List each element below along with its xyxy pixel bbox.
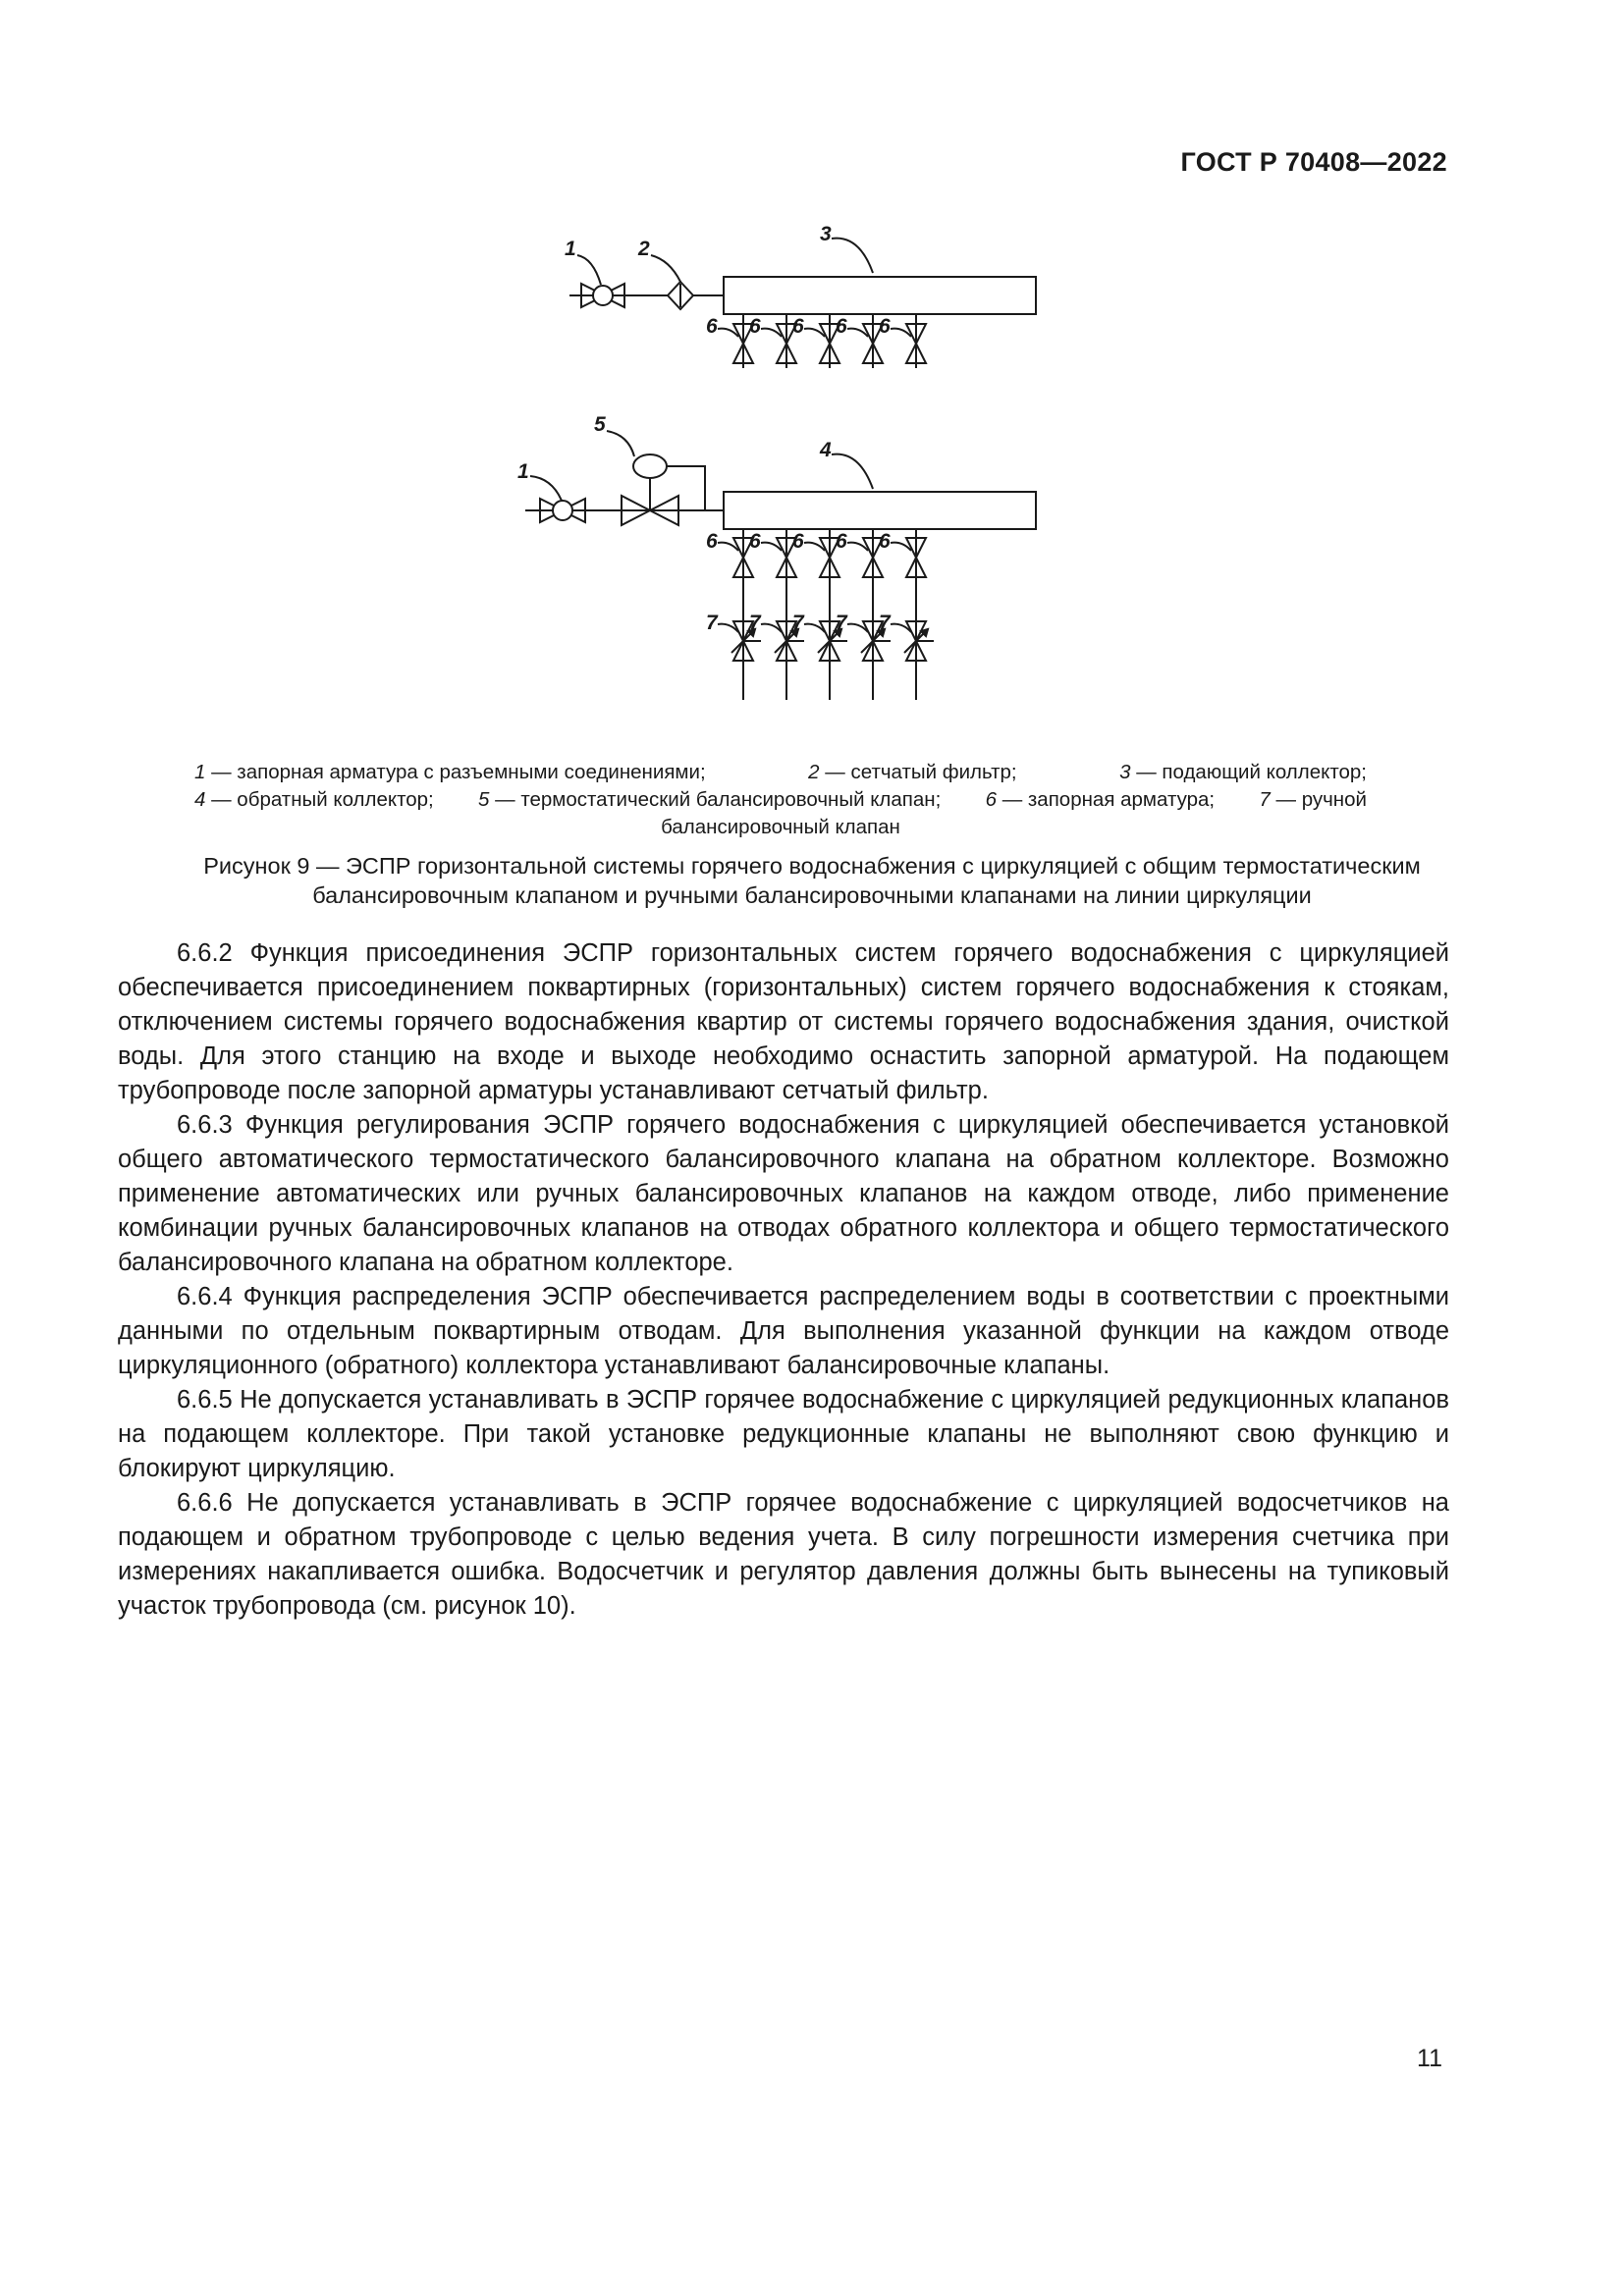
legend-num-5: 5 bbox=[478, 788, 490, 811]
legend-text-6: — запорная арматура; bbox=[1001, 788, 1216, 811]
figure-caption bbox=[118, 851, 1506, 910]
legend-line-1 bbox=[194, 759, 1367, 786]
label-6-top: 6 bbox=[706, 315, 718, 338]
legend-item-7 bbox=[1259, 786, 1367, 814]
label-6-top: 6 bbox=[879, 315, 891, 338]
legend-text-4: — обратный коллектор; bbox=[211, 788, 434, 811]
legend-num-1: 1 bbox=[194, 761, 206, 783]
leader-1-bottom bbox=[530, 476, 562, 501]
label-4: 4 bbox=[820, 439, 832, 461]
label-2: 2 bbox=[638, 238, 650, 260]
legend-item-1 bbox=[194, 759, 706, 786]
label-7: 7 bbox=[879, 612, 891, 634]
legend-item-4 bbox=[194, 786, 434, 814]
paragraph-6-6-4: 6.6.4 Функция распределения ЭСПР обеспечивается распределением воды в соответствии с проектными данными по отдельным поквартирным отводам. Для выполнения указанной функции на каждом отводе циркуляционного (обратного) коллектора устанавливают балансировочные клапаны. bbox=[118, 1283, 1449, 1379]
legend-item-5 bbox=[478, 786, 941, 814]
legend-text-1: — запорная арматура с разъемными соединениями; bbox=[211, 761, 706, 783]
leader-5 bbox=[607, 431, 634, 456]
legend-line-2 bbox=[194, 786, 1367, 814]
leader-4 bbox=[832, 454, 873, 489]
legend-item-2 bbox=[808, 759, 1016, 786]
legend-num-3: 3 bbox=[1119, 761, 1131, 783]
label-6-bottom: 6 bbox=[836, 530, 847, 553]
legend-text-7-cont: балансировочный клапан bbox=[661, 816, 900, 838]
label-6-top: 6 bbox=[749, 315, 761, 338]
legend-item-3 bbox=[1119, 759, 1367, 786]
caption-line-1: Рисунок 9 — ЭСПР горизонтальной системы горячего водоснабжения с циркуляцией с общим термостатическим bbox=[203, 853, 1421, 879]
legend-num-2: 2 bbox=[808, 761, 820, 783]
legend-line-3 bbox=[194, 814, 1367, 841]
label-6-top: 6 bbox=[792, 315, 804, 338]
paragraph-6-6-5: 6.6.5 Не допускается устанавливать в ЭСПР горячее водоснабжение с циркуляцией редукционных клапанов на подающем коллекторе. При такой установке редукционные клапаны не выполняют свою функцию и блокируют циркуляцию. bbox=[118, 1386, 1449, 1482]
label-7: 7 bbox=[706, 612, 718, 634]
supply-manifold bbox=[724, 277, 1036, 314]
body-text bbox=[118, 936, 1449, 1624]
leader-1-top bbox=[577, 255, 601, 285]
page-number: 11 bbox=[1417, 2045, 1442, 2072]
figure-9-diagram bbox=[491, 221, 1080, 731]
paragraph-6-6-3: 6.6.3 Функция регулирования ЭСПР горячего водоснабжения с циркуляцией обеспечивается установкой общего автоматического термостатического балансировочного клапана на обратном коллекторе. Возможно применение автоматических или ручных балансировочных клапанов на каждом отводе, либо применение комбинации ручных балансировочных клапанов на отводах обратного коллектора и общего термостатического балансировочного клапана на обратном коллекторе. bbox=[118, 1111, 1449, 1276]
return-manifold bbox=[724, 492, 1036, 529]
leader-3 bbox=[832, 239, 873, 273]
leader-2 bbox=[651, 255, 680, 282]
label-6-bottom: 6 bbox=[879, 530, 891, 553]
document-number: ГОСТ Р 70408—2022 bbox=[1180, 147, 1447, 177]
label-6-top: 6 bbox=[836, 315, 847, 338]
legend-num-4: 4 bbox=[194, 788, 206, 811]
caption-line-2: балансировочным клапаном и ручными балансировочными клапанами на линии циркуляции bbox=[312, 882, 1312, 908]
label-1-top: 1 bbox=[565, 238, 576, 260]
legend-text-3: — подающий коллектор; bbox=[1136, 761, 1367, 783]
label-3: 3 bbox=[820, 223, 832, 245]
label-6-bottom: 6 bbox=[706, 530, 718, 553]
paragraph-6-6-6: 6.6.6 Не допускается устанавливать в ЭСПР горячее водоснабжение с циркуляцией водосчетчиков на подающем и обратном трубопроводе с целью ведения учета. В силу погрешности измерения счетчика при измерениях накапливается ошибка. Водосчетчик и регулятор давления должны быть вынесены на тупиковый участок трубопровода (см. рисунок 10). bbox=[118, 1489, 1449, 1620]
label-5: 5 bbox=[594, 413, 606, 436]
legend-text-5: — термостатический балансировочный клапан; bbox=[495, 788, 942, 811]
label-6-bottom: 6 bbox=[749, 530, 761, 553]
legend-num-7: 7 bbox=[1259, 788, 1271, 811]
legend-item-6 bbox=[986, 786, 1216, 814]
legend-text-2: — сетчатый фильтр; bbox=[825, 761, 1017, 783]
label-7: 7 bbox=[749, 612, 761, 634]
thermostatic-balancing-valve bbox=[622, 454, 705, 525]
legend-num-6: 6 bbox=[985, 788, 997, 811]
label-6-bottom: 6 bbox=[792, 530, 804, 553]
legend-text-7: — ручной bbox=[1275, 788, 1367, 811]
label-1-bottom: 1 bbox=[517, 460, 529, 483]
paragraph-6-6-2: 6.6.2 Функция присоединения ЭСПР горизонтальных систем горячего водоснабжения с циркуляцией обеспечивается присоединением поквартирных (горизонтальных) систем горячего водоснабжения к стоякам, отключением системы горячего водоснабжения квартир от системы горячего водоснабжения здания, очисткой воды. Для этого станцию на входе и выходе необходимо оснастить запорной арматурой. На подающем трубопроводе после запорной арматуры устанавливают сетчатый фильтр. bbox=[118, 939, 1449, 1104]
label-7: 7 bbox=[792, 612, 804, 634]
figure-legend bbox=[194, 759, 1367, 841]
label-7: 7 bbox=[836, 612, 847, 634]
diagram-svg bbox=[491, 221, 1080, 731]
